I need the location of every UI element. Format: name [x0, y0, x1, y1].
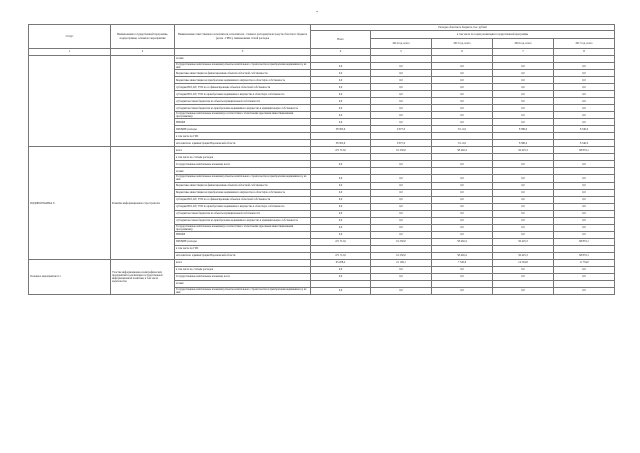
value-cell: 0,0 — [371, 196, 432, 203]
value-cell: 0,0 — [493, 161, 554, 168]
value-cell — [432, 245, 493, 252]
value-cell — [432, 133, 493, 140]
value-cell — [493, 168, 554, 175]
value-cell — [371, 56, 432, 63]
value-cell: 0,0 — [311, 287, 371, 294]
value-cell: 0,0 — [554, 105, 615, 112]
row-description: субсидии ЮЛ, КУ, ГУП на со финансирование объектов областной собственности — [175, 196, 311, 203]
value-cell — [371, 280, 432, 287]
value-cell: 0,0 — [432, 119, 493, 126]
row-description: исполнитель: администрация Воронежской области — [175, 140, 311, 147]
value-cell: 0,0 — [311, 189, 371, 196]
column-number: 7 — [493, 49, 554, 56]
row-description: всего — [175, 147, 311, 154]
value-cell: 0,0 — [371, 224, 432, 231]
value-cell: 0,0 — [432, 203, 493, 210]
value-cell — [371, 133, 432, 140]
value-cell — [311, 280, 371, 287]
value-cell: 9 677,0 — [371, 126, 432, 133]
row-description: Государственные капитальные вложения, всего — [175, 273, 311, 280]
column-number: 2 — [111, 49, 175, 56]
value-cell — [311, 133, 371, 140]
value-cell: 0,0 — [311, 175, 371, 182]
value-cell: 0,0 — [554, 112, 615, 119]
value-cell: 0,0 — [432, 161, 493, 168]
value-cell: 0,0 — [311, 91, 371, 98]
value-cell: 0,0 — [371, 161, 432, 168]
value-cell: 0,0 — [311, 84, 371, 91]
value-cell: 0,0 — [493, 98, 554, 105]
value-cell: 0,0 — [311, 196, 371, 203]
value-cell: 0,0 — [371, 231, 432, 238]
budget-table — [28, 24, 615, 295]
value-cell: 0,0 — [432, 231, 493, 238]
value-cell: 0,0 — [311, 70, 371, 77]
value-cell: 0,0 — [493, 105, 554, 112]
value-cell — [311, 154, 371, 161]
value-cell: 0,0 — [311, 217, 371, 224]
value-cell: 0,0 — [371, 210, 432, 217]
value-cell — [554, 280, 615, 287]
value-cell: 0,0 — [311, 210, 371, 217]
value-cell: 0,0 — [311, 203, 371, 210]
value-cell — [493, 56, 554, 63]
value-cell: 56 425,3 — [493, 252, 554, 259]
value-cell: 0,0 — [493, 210, 554, 217]
value-cell: 0,0 — [432, 70, 493, 77]
value-cell: 0,0 — [432, 175, 493, 182]
row-description: субсидии ЮЛ, КУ, ГУП на со финансирование объектов областной собственности — [175, 84, 311, 91]
value-cell: 0,0 — [432, 196, 493, 203]
value-cell: 58 492,4 — [432, 147, 493, 154]
value-cell — [493, 245, 554, 252]
value-cell: 11 734,0 — [554, 259, 615, 266]
value-cell: 0,0 — [554, 91, 615, 98]
value-cell: 0,0 — [554, 70, 615, 77]
value-cell: 0,0 — [493, 91, 554, 98]
row-description: из них: — [175, 56, 311, 63]
value-cell: 8 380,0 — [493, 126, 554, 133]
value-cell: 9 677,0 — [371, 140, 432, 147]
value-cell: 0,0 — [554, 266, 615, 273]
row-description: исполнитель: администрация Воронежской области — [175, 252, 311, 259]
value-cell: 0,0 — [432, 287, 493, 294]
header-total: Всего — [311, 31, 371, 49]
row-description: субсидии ЮЛ, КУ, ГУП на приобретение недвижимого имущества в областную собственность — [175, 203, 311, 210]
value-cell: 0,0 — [554, 182, 615, 189]
value-cell: 0,0 — [493, 266, 554, 273]
value-cell: 0,0 — [371, 287, 432, 294]
value-cell: 0,0 — [493, 196, 554, 203]
value-cell: 0,0 — [493, 273, 554, 280]
row-description: Бюджетные инвестиции на приобретение недвижимого имущества в областную собственность — [175, 77, 311, 84]
value-cell: 0,0 — [371, 203, 432, 210]
page-marker: - — [316, 7, 319, 15]
value-cell: 0,0 — [493, 63, 554, 70]
value-cell: 0,0 — [311, 63, 371, 70]
value-cell: 0,0 — [371, 175, 432, 182]
value-cell: 0,0 — [432, 91, 493, 98]
header-budget-group: Расходы областного бюджета, тыс. рублей — [311, 25, 615, 31]
row-description: в том числе по ГИС — [175, 133, 311, 140]
value-cell: 0,0 — [493, 112, 554, 119]
column-number: 5 — [371, 49, 432, 56]
value-cell: 0,0 — [493, 182, 554, 189]
value-cell — [311, 168, 371, 175]
row-description: субсидии ЮЛ, КУ, ГУП на приобретение недвижимого имущества в областную собственность — [175, 91, 311, 98]
value-cell: 0,0 — [554, 273, 615, 280]
value-cell: 0,0 — [432, 189, 493, 196]
value-cell: 0,0 — [554, 63, 615, 70]
value-cell: 0,0 — [311, 224, 371, 231]
value-cell: 0,0 — [311, 182, 371, 189]
header-status: Статус — [29, 25, 111, 49]
value-cell: 0,0 — [554, 98, 615, 105]
value-cell — [554, 154, 615, 161]
value-cell: 0,0 — [371, 63, 432, 70]
value-cell: 0,0 — [311, 119, 371, 126]
value-cell: 0,0 — [493, 287, 554, 294]
value-cell: 14 594,8 — [493, 259, 554, 266]
value-cell: 0,0 — [493, 70, 554, 77]
value-cell — [493, 133, 554, 140]
value-cell: 0,0 — [432, 273, 493, 280]
value-cell: 0,0 — [371, 266, 432, 273]
value-cell — [554, 168, 615, 175]
row-description: всего — [175, 259, 311, 266]
value-cell: 0,0 — [432, 77, 493, 84]
value-cell: 0,0 — [371, 84, 432, 91]
row-description: Государственные капитальные вложения (в соответствии с областными адресными инвестиционными программами) — [175, 224, 311, 231]
value-cell: 0,0 — [371, 105, 432, 112]
row-description: Государственные капитальные вложения (объекты капитального строительства и приобретения недвижимого), из них: — [175, 63, 311, 70]
header-years-group: в том числе по годам реализации государственной программы — [371, 31, 615, 39]
value-cell: 21 199,1 — [371, 259, 432, 266]
value-cell: 0,0 — [432, 112, 493, 119]
value-cell: 0,0 — [493, 203, 554, 210]
value-cell: 58 492,4 — [432, 252, 493, 259]
column-number: 6 — [432, 49, 493, 56]
row-description: в том числе по статьям расходов — [175, 154, 311, 161]
value-cell: 0,0 — [311, 112, 371, 119]
value-cell: 0,0 — [432, 84, 493, 91]
value-cell: 68 853,1 — [554, 238, 615, 245]
value-cell: 0,0 — [311, 98, 371, 105]
main-event-name: Участие информационно-полиграфических предприятий в реализации государственной информационной политики, в том числе издательства — [111, 259, 175, 294]
header-year-2017: 2017 год, всего — [554, 39, 615, 49]
value-cell — [493, 154, 554, 161]
value-cell: 0,0 — [554, 210, 615, 217]
table-row — [29, 56, 615, 63]
value-cell: 0,0 — [554, 217, 615, 224]
value-cell: 0,0 — [554, 175, 615, 182]
value-cell: 0,0 — [554, 231, 615, 238]
value-cell: 0,0 — [554, 224, 615, 231]
value-cell — [371, 245, 432, 252]
value-cell — [432, 56, 493, 63]
value-cell: 68 853,1 — [554, 252, 615, 259]
value-cell: 0,0 — [371, 77, 432, 84]
value-cell: 0,0 — [432, 182, 493, 189]
value-cell: 0,0 — [493, 231, 554, 238]
row-description: НИОКР — [175, 231, 311, 238]
table-row — [29, 259, 615, 266]
value-cell: 0,0 — [554, 196, 615, 203]
value-cell: 65 208,2 — [311, 259, 371, 266]
value-cell: 8 340,0 — [554, 126, 615, 133]
value-cell: 38 303,9 — [311, 126, 371, 133]
value-cell: 0,0 — [371, 91, 432, 98]
value-cell: 68 853,1 — [554, 147, 615, 154]
value-cell: 0,0 — [493, 84, 554, 91]
subprogram-name: Развитие информационного пространства — [111, 147, 175, 259]
value-cell: 0,0 — [554, 161, 615, 168]
value-cell — [432, 154, 493, 161]
value-cell: 0,0 — [371, 112, 432, 119]
value-cell — [432, 280, 493, 287]
column-number-row — [29, 49, 615, 56]
value-cell: 0,0 — [432, 217, 493, 224]
row-description: субсидии местным бюджетам на приобретение недвижимого имущества в муниципальную собственность — [175, 105, 311, 112]
value-cell: 0,0 — [554, 203, 615, 210]
value-cell: 0,0 — [432, 224, 493, 231]
value-cell: 0,0 — [432, 210, 493, 217]
value-cell: 0,0 — [554, 287, 615, 294]
value-cell: 61 250,0 — [371, 252, 432, 259]
value-cell: 0,0 — [371, 217, 432, 224]
row-description: ПРОЧИЕ расходы — [175, 126, 311, 133]
value-cell: 0,0 — [311, 266, 371, 273]
value-cell: 0,0 — [432, 63, 493, 70]
value-cell — [554, 56, 615, 63]
value-cell: 471 712,0 — [311, 238, 371, 245]
row-description: ПРОЧИЕ расходы — [175, 238, 311, 245]
value-cell: 56 425,3 — [493, 147, 554, 154]
value-cell: 0,0 — [311, 105, 371, 112]
value-cell: 0,0 — [311, 273, 371, 280]
value-cell: 61 250,0 — [371, 147, 432, 154]
column-number: 3 — [175, 49, 311, 56]
value-cell: 0,0 — [554, 189, 615, 196]
column-number: 4 — [311, 49, 371, 56]
row-description: Государственные капитальные вложения (в соответствии с областными адресными инвестиционными программами) — [175, 112, 311, 119]
header-year-2015: 2015 год, всего — [432, 39, 493, 49]
value-cell: 0,0 — [432, 105, 493, 112]
value-cell: 0,0 — [311, 77, 371, 84]
value-cell: 0,0 — [554, 119, 615, 126]
value-cell — [371, 168, 432, 175]
value-cell: 61 250,0 — [371, 238, 432, 245]
value-cell: 0,0 — [493, 119, 554, 126]
value-cell: 0,0 — [493, 77, 554, 84]
row-description: Бюджетные инвестиции на финансирование объектов областной собственности — [175, 70, 311, 77]
row-description: Государственные капитальные вложения (объекты капитального строительства и приобретения недвижимого), из них: — [175, 287, 311, 294]
value-cell: 0,0 — [493, 175, 554, 182]
row-description: субсидии местным бюджетам на приобретение недвижимого имущества в муниципальную собственность — [175, 217, 311, 224]
value-cell — [554, 245, 615, 252]
row-description: в том числе по ГИС — [175, 245, 311, 252]
status-cell-empty — [29, 56, 111, 147]
value-cell — [432, 168, 493, 175]
value-cell: 8 380,0 — [493, 140, 554, 147]
subprogram-status: ПОДПРОГРАММА 6 — [29, 147, 111, 259]
value-cell: 0,0 — [311, 161, 371, 168]
row-description: из них: — [175, 168, 311, 175]
row-description: из них: — [175, 280, 311, 287]
table-row — [29, 147, 615, 154]
value-cell: 7 545,6 — [432, 259, 493, 266]
value-cell: 8 111,0 — [432, 140, 493, 147]
value-cell: 0,0 — [493, 217, 554, 224]
value-cell: 58 492,4 — [432, 238, 493, 245]
value-cell: 0,0 — [554, 84, 615, 91]
header-program-name: Наименование государственной программы, подпрограммы, основного мероприятия — [111, 25, 175, 49]
value-cell: 0,0 — [371, 189, 432, 196]
value-cell: 0,0 — [432, 266, 493, 273]
value-cell — [554, 133, 615, 140]
value-cell: 8 111,0 — [432, 126, 493, 133]
row-description: в том числе по статьям расходов — [175, 266, 311, 273]
column-number: 1 — [29, 49, 111, 56]
value-cell: 0,0 — [371, 182, 432, 189]
header-year-2016: 2016 год, всего — [493, 39, 554, 49]
value-cell — [311, 245, 371, 252]
row-description: субсидии местным бюджетам на объекты муниципальной собственности — [175, 210, 311, 217]
value-cell: 38 303,9 — [311, 140, 371, 147]
value-cell — [311, 56, 371, 63]
row-description: Государственные капитальные вложения (объекты капитального строительства и приобретения недвижимого), из них: — [175, 175, 311, 182]
value-cell: 0,0 — [371, 273, 432, 280]
value-cell: 0,0 — [311, 231, 371, 238]
column-number: 8 — [554, 49, 615, 56]
header-year-2014: 2014 год, всего — [371, 39, 432, 49]
value-cell: 0,0 — [432, 98, 493, 105]
row-description: НИОКР — [175, 119, 311, 126]
main-event-status: Основное мероприятие 6.1 — [29, 259, 111, 294]
row-description: субсидии местным бюджетам на объекты муниципальной собственности — [175, 98, 311, 105]
value-cell: 0,0 — [371, 70, 432, 77]
value-cell: 471 712,0 — [311, 147, 371, 154]
value-cell: 0,0 — [371, 98, 432, 105]
value-cell: 0,0 — [493, 189, 554, 196]
row-description: Бюджетные инвестиции на финансирование объектов областной собственности — [175, 182, 311, 189]
row-description: Государственные капитальные вложения, всего — [175, 161, 311, 168]
value-cell: 0,0 — [371, 119, 432, 126]
value-cell: 0,0 — [493, 224, 554, 231]
row-description: Бюджетные инвестиции на приобретение недвижимого имущества в областную собственность — [175, 189, 311, 196]
header-executor: Наименование ответственного исполнителя, исполнителя - главного распорядителя средств областного бюджета (далее - ГРБС), наименование статей расходов — [175, 25, 311, 49]
value-cell — [493, 280, 554, 287]
value-cell: 0,0 — [554, 77, 615, 84]
value-cell: 56 425,3 — [493, 238, 554, 245]
value-cell: 8 340,0 — [554, 140, 615, 147]
value-cell — [371, 154, 432, 161]
value-cell: 471 712,0 — [311, 252, 371, 259]
program-cell-empty — [111, 56, 175, 147]
